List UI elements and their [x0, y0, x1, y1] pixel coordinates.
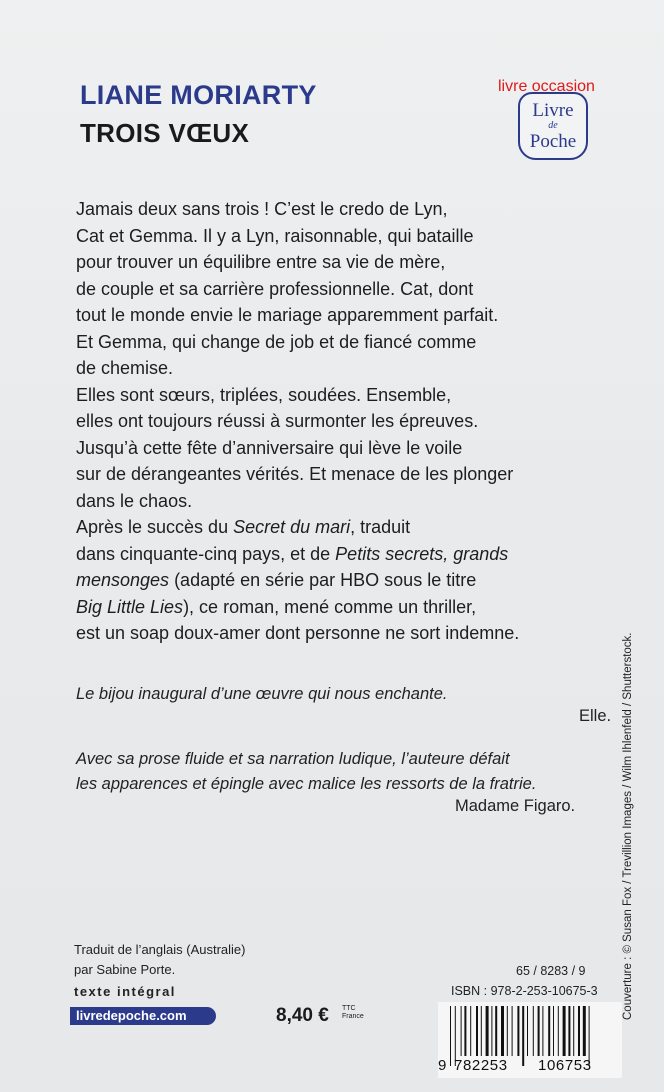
full-text-label: texte intégral [74, 984, 176, 999]
barcode-bar [486, 1006, 489, 1056]
barcode-bar [553, 1006, 554, 1056]
blurb-line: Cat et Gemma. Il y a Lyn, raisonnable, qui bataille [76, 225, 474, 246]
review-quote-line: les apparences et épingle avec malice les ressorts de la fratrie. [76, 775, 537, 793]
translator-note [74, 940, 245, 980]
blurb-line: dans le chaos. [76, 490, 193, 511]
price: 8,40 € [276, 1005, 329, 1026]
blurb-line: Et Gemma, qui change de job et de fiancé comme [76, 331, 477, 352]
blurb-line: elles ont toujours réussi à surmonter les épreuves. [76, 411, 479, 431]
barcode-bar [470, 1006, 471, 1056]
isbn-number: ISBN : 978-2-253-10675-3 [451, 984, 598, 998]
barcode-bar [558, 1006, 559, 1056]
barcode [438, 1002, 622, 1078]
blurb-line [76, 567, 616, 594]
review-quote-elle: Le bijou inaugural d’une œuvre qui nous enchante. [76, 685, 448, 703]
barcode-first-digit: 9 [438, 1057, 447, 1074]
blurb-line: tout le monde envie le mariage apparemment parfait. [76, 305, 499, 325]
barcode-bar [578, 1006, 580, 1056]
blurb-line: Jamais deux sans trois ! C’est le credo de Lyn, [76, 199, 448, 219]
review-quote-figaro [76, 747, 616, 797]
blurb-line [76, 514, 616, 541]
logo-word-livre: Livre [532, 100, 574, 121]
watermark-text: livre occasion [498, 78, 595, 95]
blurb-line: pour trouver un équilibre entre sa vie de mère, [76, 252, 446, 272]
translator-line: par Sabine Porte. [74, 962, 176, 977]
blurb-line: Jusqu’à cette fête d’anniversaire qui lève le voile [76, 437, 463, 458]
author-name: LIANE MORIARTY [80, 80, 317, 110]
blurb-text: dans cinquante-cinq pays, et de [76, 543, 336, 564]
logo-word-poche: Poche [529, 131, 577, 152]
cover-photo-credit: Couverture : © Susan Fox / Trevillion Images / Wilm Ihlenfeld / Shutterstock. [622, 632, 634, 1020]
logo-word-de: de [548, 120, 558, 131]
barcode-bar [481, 1006, 482, 1056]
blurb-line [76, 541, 616, 568]
translator-line: Traduit de l’anglais (Australie) [74, 942, 246, 957]
price-tax-note [342, 1005, 364, 1021]
livre-de-poche-logo [518, 92, 588, 160]
blurb-text: (adapté en série par HBO sous le titre [169, 570, 477, 590]
catalog-code: 65 / 8283 / 9 [516, 964, 586, 978]
barcode-bar [501, 1006, 504, 1056]
barcode-bar [533, 1006, 534, 1056]
barcode-bar [464, 1006, 466, 1056]
review-source-figaro: Madame Figaro. [455, 797, 576, 815]
barcode-bar [461, 1006, 462, 1056]
review-quote-line: Avec sa prose fluide et sa narration ludique, l’auteure défait [76, 750, 510, 768]
blurb-line: sur de dérangeantes vérités. Et menace de les plonger [76, 464, 514, 484]
barcode-bar [583, 1006, 586, 1056]
blurb-text: Après le succès du [76, 517, 234, 537]
blurb [76, 196, 616, 647]
review-source-elle: Elle. [579, 707, 612, 725]
book-reference: Big Little Lies [76, 596, 184, 617]
barcode-bar [476, 1006, 478, 1056]
blurb-line: de couple et sa carrière professionnelle. Cat, dont [76, 278, 474, 299]
blurb-line: est un soap doux-amer dont personne ne sort indemne. [76, 623, 520, 643]
barcode-bar [548, 1006, 550, 1056]
barcode-bar [563, 1006, 566, 1056]
book-reference: Petits secrets, grands [335, 543, 509, 564]
barcode-left-digits: 782253 [454, 1057, 508, 1074]
barcode-bar [568, 1006, 570, 1056]
blurb-line [76, 594, 616, 621]
blurb-line: de chemise. [76, 358, 174, 378]
barcode-bar [538, 1006, 540, 1056]
barcode-bar [527, 1006, 528, 1056]
ttc-label: TTC [342, 1005, 356, 1012]
blurb-line: Elles sont sœurs, triplées, soudées. Ensemble, [76, 384, 452, 405]
country-label: France [342, 1013, 364, 1020]
barcode-bar [495, 1006, 497, 1056]
book-title: TROIS VŒUX [80, 118, 250, 148]
barcode-right-digits: 106753 [538, 1057, 592, 1074]
book-reference: Secret du mari [233, 517, 351, 537]
barcode-bar [542, 1006, 543, 1056]
blurb-text: , traduit [350, 517, 411, 537]
website-link[interactable]: livredepoche.com [70, 1007, 216, 1025]
barcode-bar [491, 1006, 492, 1056]
book-reference: mensonges [76, 570, 170, 590]
barcode-bar [512, 1006, 513, 1056]
blurb-text: ), ce roman, mené comme un thriller, [183, 596, 477, 617]
barcode-bar [450, 1006, 451, 1066]
barcode-bar [517, 1006, 519, 1056]
barcode-bar [573, 1006, 574, 1056]
barcode-bar [507, 1006, 508, 1056]
barcode-bar [522, 1006, 524, 1066]
